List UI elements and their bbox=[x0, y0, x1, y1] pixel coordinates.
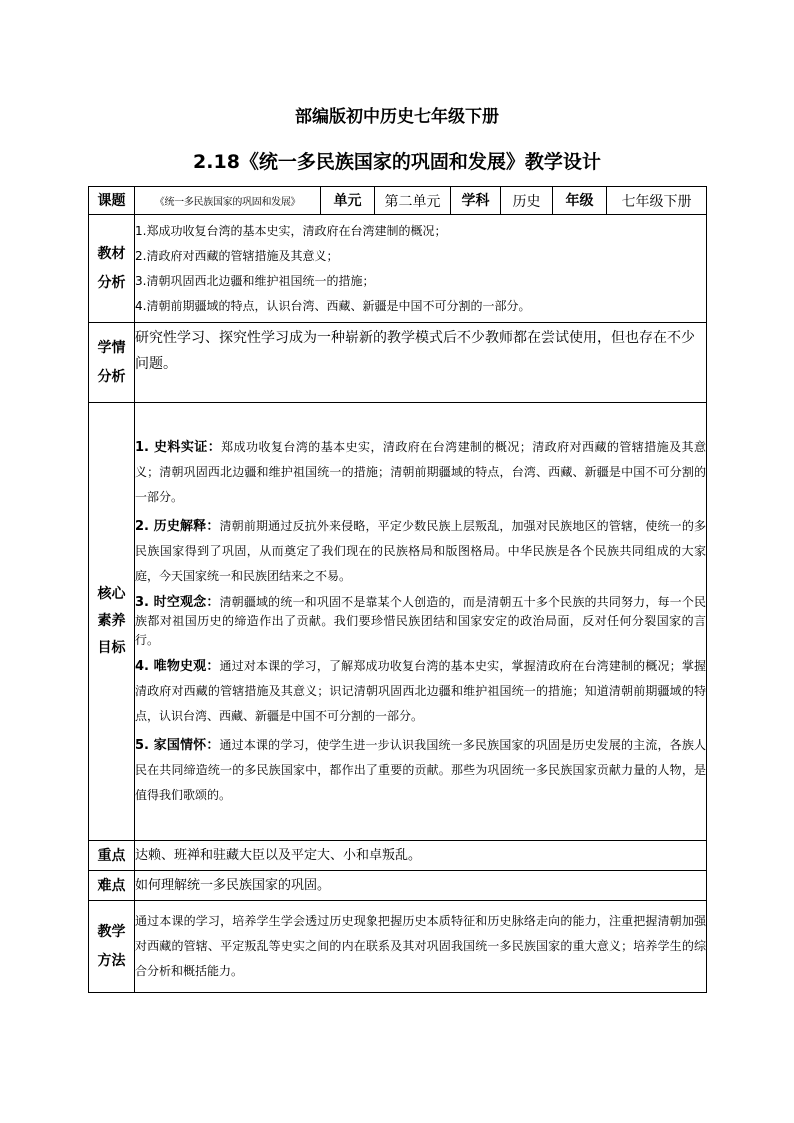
label-line: 目标 bbox=[97, 640, 126, 656]
literacy-item bbox=[135, 733, 706, 808]
key-points-row bbox=[89, 841, 707, 871]
list-item: 4.清朝前期疆域的特点，认识台湾、西藏、新疆是中国不可分割的一部分。 bbox=[135, 298, 531, 313]
learning-analysis-text: 研究性学习、探究性学习成为一种崭新的教学模式后不少教师都在尝试使用，但也存在不少问题。 bbox=[135, 323, 707, 403]
label-line: 教学 bbox=[97, 923, 126, 940]
textbook-analysis-content bbox=[135, 215, 707, 323]
label-line: 分析 bbox=[97, 274, 126, 291]
topic-value: 《统一多民族国家的巩固和发展》 bbox=[135, 187, 321, 215]
literacy-item-text: 通过本课的学习，使学生进一步认识我国统一多民族国家的巩固是历史发展的主流，各族人民在共同缔造统一的多民族国家中，都作出了重要的贡献。那些为巩固统一多民族国家贡献力量的人物，是值得我们歌颂的。 bbox=[135, 738, 706, 802]
core-literacy-label bbox=[89, 403, 135, 841]
literacy-item-head: 5. 家国情怀： bbox=[135, 738, 220, 753]
label-line: 分析 bbox=[97, 368, 126, 385]
literacy-item bbox=[135, 514, 706, 589]
core-literacy-row bbox=[89, 403, 707, 841]
textbook-analysis-row bbox=[89, 215, 707, 323]
lesson-plan-table bbox=[88, 186, 707, 993]
subject-value: 历史 bbox=[501, 187, 553, 215]
label-line: 素养 bbox=[97, 613, 126, 629]
grade-value: 七年级下册 bbox=[607, 187, 707, 215]
label-line: 学情 bbox=[97, 339, 126, 356]
grade-label: 年级 bbox=[553, 187, 607, 215]
teaching-method-text: 通过本课的学习，培养学生学会透过历史现象把握历史本质特征和历史脉络走向的能力，注重把握清朝加强对西藏的管辖、平定叛乱等史实之间的内在联系及其对巩固我国统一多民族国家的重大意义；培养学生的综合分析和概括能力。 bbox=[135, 901, 707, 993]
label-line: 教材 bbox=[97, 245, 126, 262]
list-item: 3.清朝巩固西北边疆和维护祖国统一的措施； bbox=[135, 273, 375, 288]
unit-label: 单元 bbox=[321, 187, 375, 215]
teaching-method-row bbox=[89, 901, 707, 993]
literacy-item bbox=[135, 654, 706, 729]
literacy-item-head: 3. 时空观念： bbox=[135, 595, 220, 610]
subject-label: 学科 bbox=[451, 187, 501, 215]
learning-analysis-label bbox=[89, 323, 135, 403]
list-item: 2.清政府对西藏的管辖措施及其意义； bbox=[135, 248, 339, 263]
literacy-item-text: 郑成功收复台湾的基本史实，清政府在台湾建制的概况；清政府对西藏的管辖措施及其意义；清朝巩固西北边疆和维护祖国统一的措施；清朝前期疆域的特点，台湾、西藏、新疆是中国不可分割的一部分。 bbox=[135, 440, 706, 504]
literacy-item-text: 清朝前期通过反抗外来侵略，平定少数民族上层叛乱，加强对民族地区的管辖，使统一的多民族国家得到了巩固，从而奠定了我们现在的民族格局和版图格局。中华民族是各个民族共同组成的大家庭，今天国家统一和民族团结来之不易。 bbox=[135, 519, 706, 583]
textbook-analysis-label bbox=[89, 215, 135, 323]
literacy-item-head: 2. 历史解释： bbox=[135, 519, 220, 534]
literacy-item-head: 4. 唯物史观： bbox=[135, 659, 220, 674]
topic-label: 课题 bbox=[89, 187, 135, 215]
literacy-item-head: 1. 史料实证： bbox=[135, 440, 222, 455]
document-title: 部编版初中历史七年级下册 bbox=[295, 107, 499, 127]
learning-analysis-row bbox=[89, 323, 707, 403]
literacy-item-text: 清朝疆域的统一和巩固不是靠某个人创造的，而是清朝五十多个民族的共同努力，每一个民族都对祖国历史的缔造作出了贡献。我们要珍惜民族团结和国家安定的政治局面，反对任何分裂国家的言行。 bbox=[135, 595, 706, 647]
difficult-points-row bbox=[89, 871, 707, 901]
difficult-points-text: 如何理解统一多民族国家的巩固。 bbox=[135, 871, 707, 901]
key-points-label: 重点 bbox=[89, 841, 135, 871]
teaching-method-label bbox=[89, 901, 135, 993]
key-points-text: 达赖、班禅和驻藏大臣以及平定大、小和卓叛乱。 bbox=[135, 841, 707, 871]
header-row bbox=[89, 187, 707, 215]
document-subtitle: 2.18《统一多民族国家的巩固和发展》教学设计 bbox=[193, 151, 601, 173]
list-item: 1.郑成功收复台湾的基本史实，清政府在台湾建制的概况； bbox=[135, 223, 447, 238]
label-line: 方法 bbox=[97, 952, 126, 969]
core-literacy-content bbox=[135, 403, 707, 841]
label-line: 核心 bbox=[97, 586, 126, 602]
difficult-points-label: 难点 bbox=[89, 871, 135, 901]
literacy-item-text: 通过对本课的学习，了解郑成功收复台湾的基本史实，掌握清政府在台湾建制的概况；掌握清政府对西藏的管辖措施及其意义；识记清朝巩固西北边疆和维护祖国统一的措施；知道清朝前期疆域的特点，认识台湾、西藏、新疆是中国不可分割的一部分。 bbox=[135, 659, 706, 723]
unit-value: 第二单元 bbox=[375, 187, 451, 215]
literacy-item bbox=[135, 593, 706, 650]
literacy-item bbox=[135, 435, 706, 510]
